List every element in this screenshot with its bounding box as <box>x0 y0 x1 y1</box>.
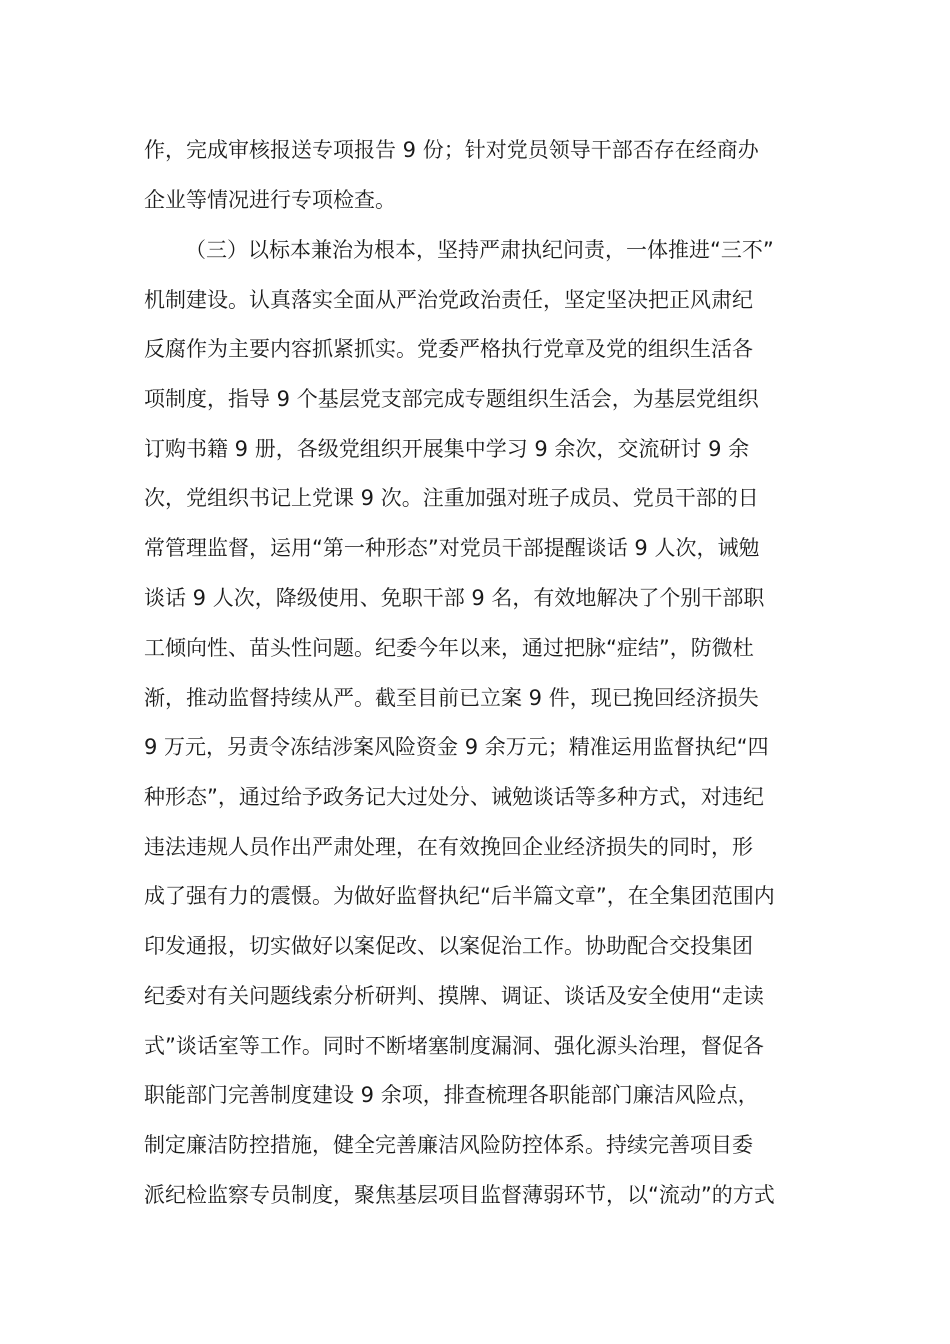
text-line: 次，党组织书记上党课 9 次。注重加强对班子成员、党员干部的日 <box>144 486 759 510</box>
text-line: 项制度，指导 9 个基层党支部完成专题组织生活会，为基层党组织 <box>144 387 759 411</box>
text-line: 机制建设。认真落实全面从严治党政治责任，坚定坚决把正风肃纪 <box>144 288 753 312</box>
text-line: 工倾向性、苗头性问题。纪委今年以来，通过把脉“症结”，防微杜 <box>144 636 754 660</box>
text-line: 种形态”，通过给予政务记大过处分、诫勉谈话等多种方式，对违纪 <box>144 785 764 809</box>
text-line: 渐，推动监督持续从严。截至目前已立案 9 件，现已挽回经济损失 <box>144 686 759 710</box>
text-line: 9 万元，另责令冻结涉案风险资金 9 余万元；精准运用监督执纪“四 <box>144 735 769 759</box>
text-line: 派纪检监察专员制度，聚焦基层项目监督薄弱环节，以“流动”的方式 <box>144 1183 775 1207</box>
text-line: 反腐作为主要内容抓紧抓实。党委严格执行党章及党的组织生活各 <box>144 337 753 361</box>
text-line: 式”谈话室等工作。同时不断堵塞制度漏洞、强化源头治理，督促各 <box>144 1034 764 1058</box>
text-line: 违法违规人员作出严肃处理，在有效挽回企业经济损失的同时，形 <box>144 835 753 859</box>
text-line: 职能部门完善制度建设 9 余项，排查梳理各职能部门廉洁风险点， <box>144 1083 759 1107</box>
text-line: 作，完成审核报送专项报告 9 份；针对党员领导干部否存在经商办 <box>144 138 759 162</box>
text-line: 常管理监督，运用“第一种形态”对党员干部提醒谈话 9 人次，诫勉 <box>144 536 760 560</box>
text-line: 谈话 9 人次，降级使用、免职干部 9 名，有效地解决了个别干部职 <box>144 586 765 610</box>
text-line: 印发通报，切实做好以案促改、以案促治工作。协助配合交投集团 <box>144 934 753 958</box>
text-line: 制定廉洁防控措施，健全完善廉洁风险防控体系。持续完善项目委 <box>144 1133 753 1157</box>
text-line: 订购书籍 9 册，各级党组织开展集中学习 9 余次，交流研讨 9 余 <box>144 437 750 461</box>
text-line: 纪委对有关问题线索分析研判、摸牌、调证、谈话及安全使用“走读 <box>144 984 764 1008</box>
text-line: 企业等情况进行专项检查。 <box>144 188 396 212</box>
text-line: 成了强有力的震慑。为做好监督执纪“后半篇文章”，在全集团范围内 <box>144 884 775 908</box>
section-heading-line: （三）以标本兼治为根本，坚持严肃执纪问责，一体推进“三不” <box>185 238 774 262</box>
